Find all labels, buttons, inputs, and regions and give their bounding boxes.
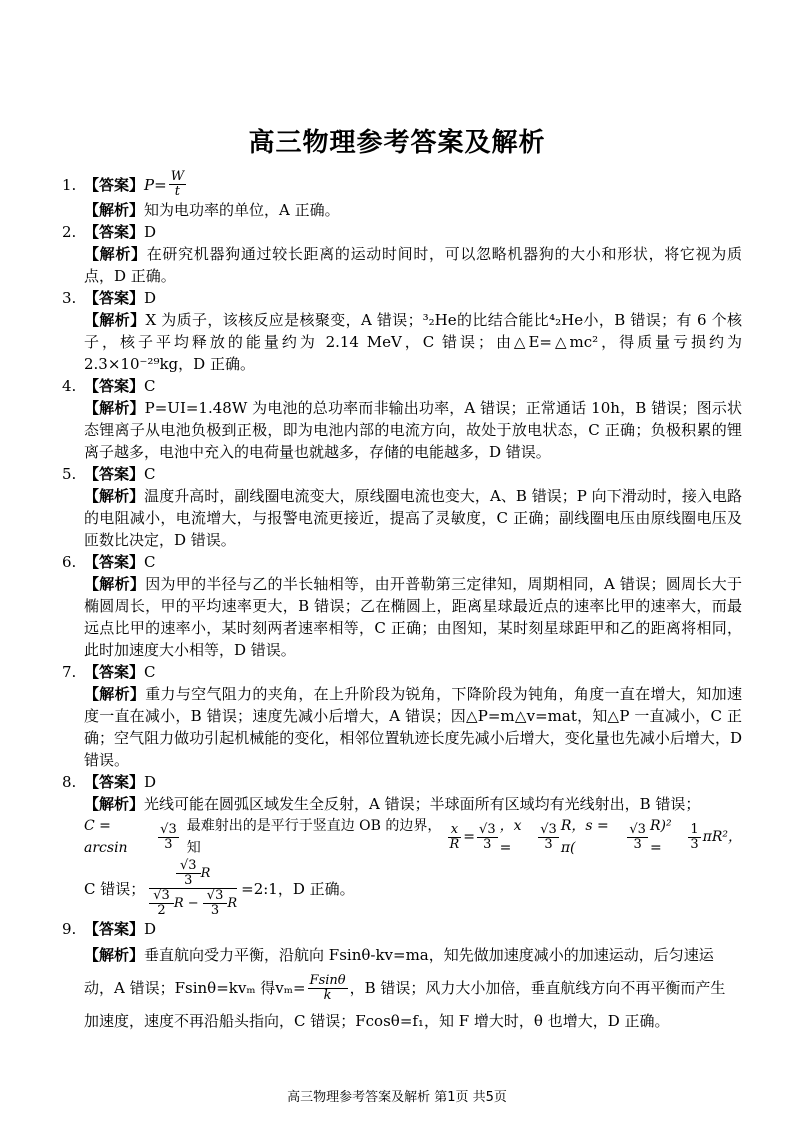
question-number: 7. (62, 663, 77, 681)
question-number: 3. (62, 289, 77, 307)
answer-text: D (144, 223, 157, 241)
page-footer: 高三物理参考答案及解析 第1页 共5页 (287, 1090, 507, 1105)
analysis-cont: 加速度，速度不再沿船头指向，C 错误；Fcosθ=f₁，知 F 增大时，θ 也增大，D 正确。 (84, 1012, 670, 1030)
question-9: 9. 【答案】D 【解析】垂直航向受力平衡，沿航向 Fsinθ-kv=ma，知先做加速度减小的加速运动，后匀速运 动，A 错误；Fsinθ=kvₘ 得vₘ= $\frac{Fsin\theta}{k}$ ，B 错误；风力大小加倍，垂直航线方向不再平衡而产生 加速度，速度不再沿船头指向，C 错误；Fcosθ=f₁，知 F 增大时，θ 也增大，D 正确。 (62, 918, 742, 1036)
ratio-fraction: $\frac{√3}{3}$ R $\frac{√3}{2}$ R − $\frac{√3}{3}$ R (149, 859, 237, 918)
question-number: 1. (62, 175, 77, 194)
answer-fraction: $\frac{W}{t}$ (170, 169, 185, 199)
question-number: 9. (62, 920, 77, 938)
analysis: 【解析】温度升高时，副线圈电流变大，原线圈电流也变大，A、B 错误；P 向下滑动时，接入电路的电阻减小，电流增大，与报警电流更接近，提高了灵敏度，C 正确；副线圈电压由原线圈电压及匝数比决定，D 错误。 (84, 487, 742, 549)
question-number: 2. (62, 223, 77, 241)
question-5: 5. 【答案】C 【解析】温度升高时，副线圈电流变大，原线圈电流也变大，A、B 错误；P 向下滑动时，接入电路的电阻减小，电流增大，与报警电流更接近，提高了灵敏度，C 正确；副线圈电压由原线圈电压及匝数比决定，D 错误。 (62, 465, 742, 549)
analysis: 【解析】因为甲的半径与乙的半长轴相等，由开普勒第三定律知，周期相同，A 错误；圆周长大于椭圆周长，甲的平均速率更大，B 错误；乙在椭圆上，距离星球最近点的速率比甲的速率大，而最远点比甲的速率小，某时刻两者速率相等，C 正确；由图知，某时刻星球距甲和乙的距离将相同，此时加速度大小相等，D 错误。 (84, 575, 742, 659)
question-6: 6. 【答案】C 【解析】因为甲的半径与乙的半长轴相等，由开普勒第三定律知，周期相同，A 错误；圆周长大于椭圆周长，甲的平均速率更大，B 错误；乙在椭圆上，距离星球最近点的速率比甲的速率大，而最远点比甲的速率小，某时刻两者速率相等，C 正确；由图知，某时刻星球距甲和乙的距离将相同，此时加速度大小相等，D 错误。 (62, 553, 742, 659)
question-number: 5. (62, 465, 77, 483)
question-3: 3. 【答案】D 【解析】X 为质子，该核反应是核聚变，A 错误；³₂He的比结合能比⁴₂He小，B 错误；有 6 个核子，核子平均释放的能量约为 2.14 MeV，C 错误；由△E=△mc²，得质量亏损约为 2.3×10⁻²⁹kg，D 正确。 (62, 289, 742, 373)
question-1 (62, 170, 742, 221)
formula-line: C = arcsin $\frac{√3}{3}$ 最难射出的是平行于竖直边 OB 的边界，知 $\frac{x}{R}$ = $\frac{√3}{3}$ ，x = $\frac{√3}{3}$ R，s = π( $\frac{√3}{3}$ R)² = $\frac{1}{3}$ πR²， (84, 818, 742, 856)
formula-line: C 错误； $\frac{√3}{3}$ R $\frac{√3}{2}$ R − $\frac{√3}{3}$ R =2:1，D 正确。 (84, 858, 355, 918)
answer-tag: 【答案】 (84, 175, 145, 194)
question-4: 4. 【答案】C 【解析】P=UI=1.48W 为电池的总功率而非输出功率，A 错误；正常通话 10h，B 错误；图示状态锂离子从电池负极到正极，即为电池内部的电流方向，故处于放电状态，C 正确；负极积累的锂离子越多，电池中充入的电荷量也就越多，存储的电能越多，D 错误。 (62, 377, 742, 461)
question-7: 7. 【答案】C 【解析】重力与空气阻力的夹角，在上升阶段为锐角，下降阶段为钝角，角度一直在增大，知加速度一直在减小，B 错误；速度先减小后增大，A 错误；因△P=m△v=mat，知△P 一直减小，C 正确；空气阻力做功引起机械能的变化，相邻位置轨迹长度先减小后增大，变化量也先减小后增大，D 错误。 (62, 663, 742, 769)
answer-text: C (144, 377, 156, 395)
answer-text: P= (144, 175, 167, 194)
analysis: 【解析】光线可能在圆弧区域发生全反射，A 错误；半球面所有区域均有光线射出，B 错误； (84, 795, 701, 813)
answer-text: D (144, 773, 157, 791)
question-8: 8. 【答案】D 【解析】光线可能在圆弧区域发生全反射，A 错误；半球面所有区域均有光线射出，B 错误； C = arcsin $\frac{√3}{3}$ 最难射出的是平行于竖直边 OB 的边界，知 $\frac{x}{R}$ = $\frac{√3}{3}$ ，x = $\frac{√3}{3}$ R，s = π( $\frac{√3}{3}$ R)² = $\frac{1}{3}$ πR²， C 错误； $\frac{√3}{3}$ R $\frac{√3}{2}$ R − $\frac{√3}{3}$ R =2:1，D 正确。 (62, 773, 742, 918)
analysis: 【解析】在研究机器狗通过较长距离的运动时间时，可以忽略机器狗的大小和形状，将它视为质点，D 正确。 (84, 245, 742, 285)
formula-line: 动，A 错误；Fsinθ=kvₘ 得vₘ= $\frac{Fsin\theta}{k}$ ，B 错误；风力大小加倍，垂直航线方向不再平衡而产生 (84, 972, 726, 1003)
page-title: 高三物理参考答案及解析 (248, 128, 546, 158)
answer-text: C (144, 465, 156, 483)
answer-text: C (144, 553, 156, 571)
answer-text: C (144, 663, 156, 681)
answer-text: D (144, 920, 157, 938)
analysis: 【解析】X 为质子，该核反应是核聚变，A 错误；³₂He的比结合能比⁴₂He小，B 错误；有 6 个核子，核子平均释放的能量约为 2.14 MeV，C 错误；由△E=△mc²，得质量亏损约为 2.3×10⁻²⁹kg，D 正确。 (84, 311, 742, 373)
answer-text: D (144, 289, 157, 307)
analysis: 【解析】知为电功率的单位，A 正确。 (84, 201, 340, 219)
analysis: 【解析】P=UI=1.48W 为电池的总功率而非输出功率，A 错误；正常通话 10h，B 错误；图示状态锂离子从电池负极到正极，即为电池内部的电流方向，故处于放电状态，C 正确；负极积累的锂离子越多，电池中充入的电荷量也就越多，存储的电能越多，D 错误。 (84, 399, 742, 461)
analysis: 【解析】重力与空气阻力的夹角，在上升阶段为锐角，下降阶段为钝角，角度一直在增大，知加速度一直在减小，B 错误；速度先减小后增大，A 错误；因△P=m△v=mat，知△P 一直减小，C 正确；空气阻力做功引起机械能的变化，相邻位置轨迹长度先减小后增大，变化量也先减小后增大，D 错误。 (84, 685, 742, 769)
question-number: 8. (62, 773, 77, 791)
question-number: 6. (62, 553, 77, 571)
analysis: 【解析】垂直航向受力平衡，沿航向 Fsinθ-kv=ma，知先做加速度减小的加速运动，后匀速运 (84, 946, 714, 964)
question-number: 4. (62, 377, 77, 395)
answer-list (62, 170, 742, 1036)
question-2: 2. 【答案】D 【解析】在研究机器狗通过较长距离的运动时间时，可以忽略机器狗的大小和形状，将它视为质点，D 正确。 (62, 223, 742, 285)
